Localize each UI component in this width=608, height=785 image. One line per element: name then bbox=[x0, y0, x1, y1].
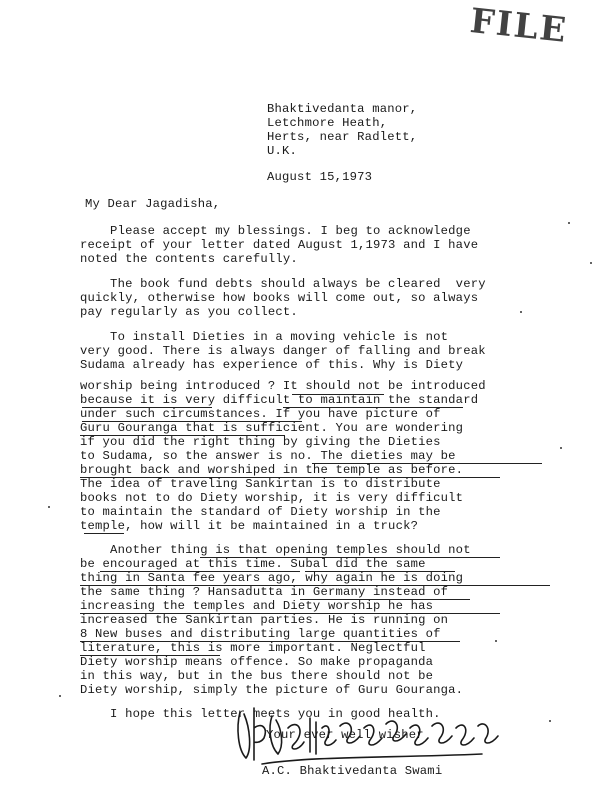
underline-mark bbox=[80, 585, 550, 586]
body-line: temple, how will it be maintained in a truck? bbox=[80, 519, 419, 533]
body-line: receipt of your letter dated August 1,1973 and I have bbox=[80, 238, 479, 252]
body-line: Diety worship means offence. So make propaganda bbox=[80, 655, 434, 669]
body-line: increased the Sankirtan parties. He is running on bbox=[80, 613, 449, 627]
scan-speck bbox=[495, 640, 497, 642]
body-line: Diety worship, simply the picture of Guru Gouranga. bbox=[80, 683, 464, 697]
handwritten-signature bbox=[232, 698, 504, 768]
address-line: Bhaktivedanta manor, bbox=[267, 102, 418, 116]
body-line: The idea of traveling Sankirtan is to distribute bbox=[80, 477, 441, 491]
body-line: worship being introduced ? It should not be introduced bbox=[80, 379, 486, 393]
underline-mark bbox=[80, 477, 500, 478]
body-line: the same thing ? Hansadutta in Germany instead of bbox=[80, 585, 449, 599]
body-line: pay regularly as you collect. bbox=[80, 305, 298, 319]
body-line: very good. There is always danger of falling and break bbox=[80, 344, 486, 358]
body-line: brought back and worshiped in the temple as before. bbox=[80, 463, 464, 477]
underline-mark bbox=[80, 613, 500, 614]
body-line: quickly, otherwise how books will come out, so always bbox=[80, 291, 479, 305]
body-line: in this way, but in the bus there should not be bbox=[80, 669, 434, 683]
address-line: U.K. bbox=[267, 144, 298, 158]
body-line: to maintain the standard of Diety worship in the bbox=[80, 505, 441, 519]
signature-name: A.C. Bhaktivedanta Swami bbox=[262, 764, 443, 778]
body-line: noted the contents carefully. bbox=[80, 252, 298, 266]
underline-mark bbox=[82, 421, 302, 422]
body-line: Guru Gouranga that is sufficient. You are wondering bbox=[80, 421, 464, 435]
underline-mark bbox=[292, 394, 384, 395]
body-line: increasing the temples and Diety worship he has bbox=[80, 599, 434, 613]
file-stamp: FILE bbox=[468, 0, 570, 52]
body-line: Sudama already has experience of this. Why is Diety bbox=[80, 358, 464, 372]
body-line: literature, this is more important. Neglectful bbox=[80, 641, 426, 655]
body-line: if you did the right thing by giving the Dieties bbox=[80, 435, 441, 449]
body-line: books not to do Diety worship, it is very difficult bbox=[80, 491, 464, 505]
underline-mark bbox=[312, 463, 542, 464]
underline-mark bbox=[283, 407, 463, 408]
scan-speck bbox=[48, 506, 50, 508]
body-line: Please accept my blessings. I beg to acknowledge bbox=[80, 224, 471, 238]
underline-mark bbox=[305, 571, 455, 572]
closing: Your ever well wisher bbox=[266, 728, 424, 742]
scan-speck bbox=[59, 695, 61, 697]
underline-mark bbox=[80, 655, 220, 656]
letter-date: August 15,1973 bbox=[267, 170, 373, 184]
underline-mark bbox=[80, 641, 460, 642]
salutation: My Dear Jagadisha, bbox=[85, 197, 221, 211]
scan-speck bbox=[549, 720, 551, 722]
body-line: be encouraged at this time. Subal did the same bbox=[80, 557, 426, 571]
body-line: to Sudama, so the answer is no. The dieties may be bbox=[80, 449, 456, 463]
underline-mark bbox=[80, 435, 285, 436]
body-line: I hope this letter meets you in good health. bbox=[80, 707, 441, 721]
scan-speck bbox=[568, 222, 570, 224]
underline-mark bbox=[82, 407, 212, 408]
body-line: under such circumstances. If you have picture of bbox=[80, 407, 441, 421]
body-line: thing in Santa fee years ago, why again he is doing bbox=[80, 571, 464, 585]
body-line: Another thing is that opening temples should not bbox=[80, 543, 471, 557]
body-line: because it is very difficult to maintain the standard bbox=[80, 393, 479, 407]
body-line: 8 New buses and distributing large quantities of bbox=[80, 627, 441, 641]
underline-mark bbox=[100, 571, 300, 572]
body-line: To install Dieties in a moving vehicle is not bbox=[80, 330, 449, 344]
scan-speck bbox=[520, 311, 522, 313]
address-line: Herts, near Radlett, bbox=[267, 130, 418, 144]
underline-mark bbox=[200, 557, 500, 558]
address-line: Letchmore Heath, bbox=[267, 116, 388, 130]
underline-mark bbox=[300, 599, 470, 600]
underline-mark bbox=[84, 533, 124, 534]
body-line: The book fund debts should always be cleared very bbox=[80, 277, 486, 291]
scan-speck bbox=[590, 262, 592, 264]
scan-speck bbox=[560, 447, 562, 449]
